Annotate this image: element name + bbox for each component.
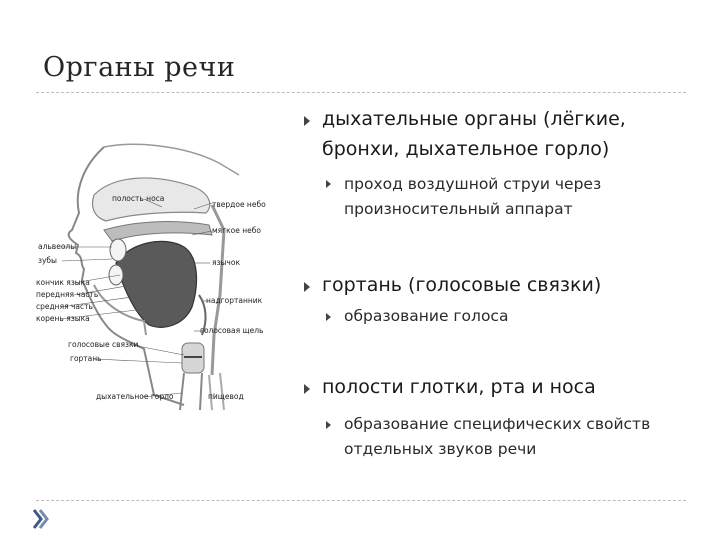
label-hard-palate: твердое небо: [212, 200, 266, 209]
label-vocal-cords: голосовые связки: [68, 340, 139, 349]
triangle-right-icon: [326, 180, 331, 188]
bottom-divider: [36, 500, 686, 501]
label-tongue-root: корень языка: [36, 314, 90, 323]
back-of-head: [104, 144, 239, 175]
bullet-1-sub-1: проход воздушной струи через произносительный аппарат: [344, 175, 602, 218]
triangle-right-icon: [326, 313, 331, 321]
label-esophagus: пищевод: [208, 392, 244, 401]
triangle-right-icon: [304, 384, 310, 394]
triangle-right-icon: [304, 282, 310, 292]
bullet-3-sub-1: образование специфических свойств отдельных звуков речи: [344, 415, 651, 458]
palate-shape: [104, 222, 212, 241]
lower-teeth: [109, 265, 123, 285]
bullet-1-text: дыхательные органы (лёгкие, бронхи, дыхательное горло): [322, 108, 626, 160]
bullet-3-text: полости глотки, рта и носа: [322, 376, 596, 398]
label-trachea: дыхательное горло: [96, 392, 174, 401]
bullet-2-sub-1: образование голоса: [344, 307, 509, 325]
label-soft-palate: мягкое небо: [212, 226, 261, 235]
speech-organs-svg: [34, 135, 274, 415]
label-epiglottis: надгортанник: [206, 296, 263, 305]
top-divider: [36, 92, 686, 93]
slide-title: Органы речи: [43, 52, 236, 83]
label-tongue-tip: кончик языка: [36, 278, 90, 287]
double-chevron-icon: [32, 508, 50, 530]
speech-organs-diagram: [34, 135, 274, 415]
label-larynx: гортань: [70, 354, 102, 363]
tongue-shape: [116, 241, 197, 327]
label-uvula: язычок: [212, 258, 240, 267]
triangle-right-icon: [304, 116, 310, 126]
label-nasal-cavity: полость носа: [112, 194, 165, 203]
upper-teeth: [110, 239, 126, 261]
label-teeth: зубы: [38, 256, 57, 265]
label-tongue-front: передняя часть: [36, 290, 99, 299]
bullet-2-text: гортань (голосовые связки): [322, 274, 602, 296]
label-glottis: голосовая щель: [200, 326, 264, 335]
label-tongue-middle: средняя часть: [36, 302, 93, 311]
label-alveoli: альвеолы: [38, 242, 77, 251]
triangle-right-icon: [326, 421, 331, 429]
